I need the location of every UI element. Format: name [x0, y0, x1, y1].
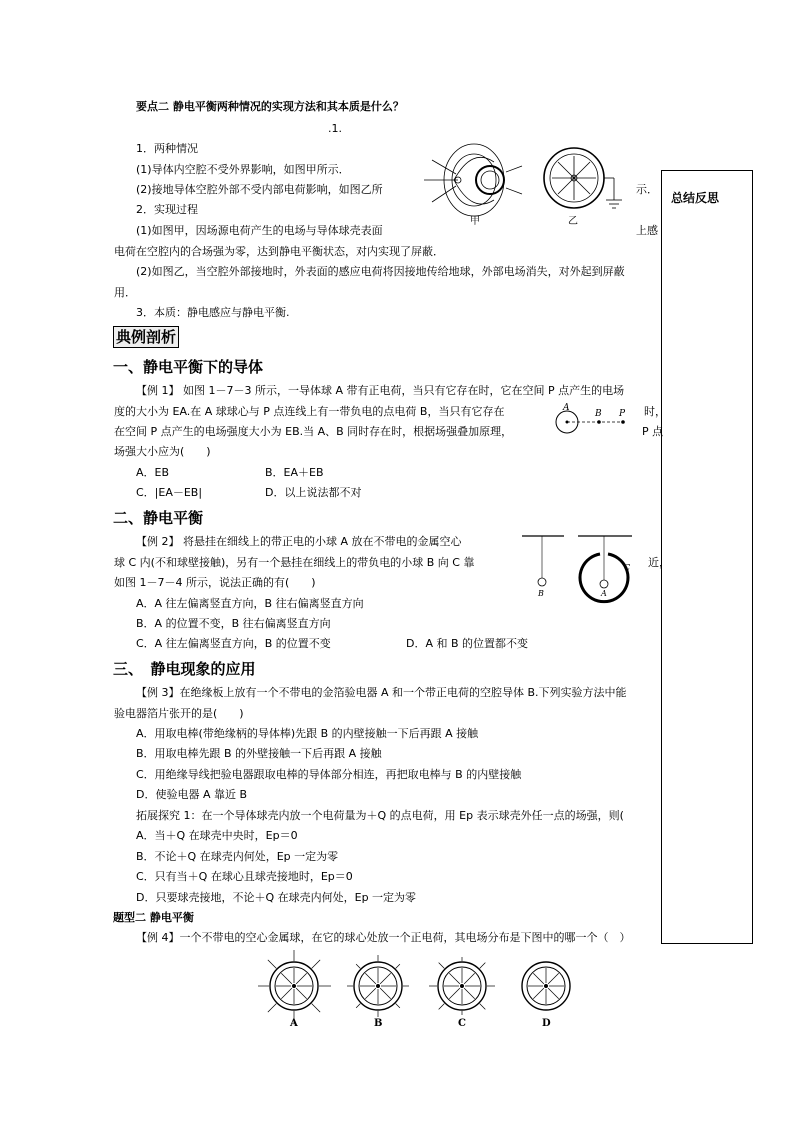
figure-yi-label: 乙: [568, 216, 578, 227]
field-diagram-c: [429, 957, 495, 1029]
s2-line-1: 【例 2】 将悬挂在细线上的带正电的小球 A 放在不带电的金属空心: [136, 535, 462, 548]
s3-line-10: C．只有当＋Q 在球心且球壳接地时，Ep＝0: [136, 870, 353, 883]
kp-line-6: 电荷在空腔内的合场强为零，达到静电平衡状态，对内实现了屏蔽．: [114, 245, 444, 258]
field-diagram-d: [522, 962, 570, 1029]
field-diagram-label-a: A: [290, 1018, 298, 1029]
field-diagram-label-d: D: [542, 1018, 551, 1029]
figure-jia: [424, 144, 522, 216]
s1-line-3: 在空间 P 点产生的电场强度大小为 EB.当 A、B 同时存在时，根据场强叠加原理，: [114, 425, 513, 438]
s1-option-c: C．|EA－EB|: [136, 486, 203, 499]
s1-line-2: 度的大小为 EA.在 A 球球心与 P 点连线上有一带负电的点电荷 B，当只有它存在: [114, 405, 505, 418]
figure-yi: [544, 148, 622, 208]
s2-heading: 二、静电平衡: [113, 509, 204, 527]
page-marker: .1.: [328, 122, 342, 135]
s1-line-4: 场强大小应为( ): [114, 445, 211, 458]
s2-line-2-tail: 近，: [648, 556, 670, 569]
s2-option-d: D．A 和 B 的位置都不变: [406, 637, 529, 650]
kp-line-1: 1．两种情况: [136, 142, 198, 155]
kp-line-4: 2．实现过程: [136, 203, 198, 216]
s2-line-3: 如图 1－7－4 所示，说法正确的有( ): [114, 576, 316, 589]
fig174-label-b: B: [538, 589, 544, 598]
field-diagram-a: [258, 950, 331, 1029]
section-title-box: 典例剖析: [113, 326, 179, 348]
s3-heading: 三、 静电现象的应用: [113, 660, 256, 678]
s1-line-2-tail: 时，: [644, 405, 666, 418]
field-diagram-label-b: B: [374, 1018, 383, 1029]
fig173-label-p: P: [619, 409, 626, 419]
s1-line-3-tail: P 点: [642, 425, 664, 438]
kp-line-5: (1)如图甲，因场源电荷产生的电场与导体球壳表面: [136, 224, 383, 237]
example4-figures: [258, 950, 578, 1030]
s3-line-3: A．用取电棒(带绝缘柄的导体棒)先跟 B 的内壁接触一下后再跟 A 接触: [136, 727, 479, 740]
s1-line-1: 【例 1】 如图 1－7－3 所示，一导体球 A 带有正电荷，当只有它存在时，它在空间 P 点产生的电场: [136, 384, 625, 397]
s3-line-6: D．使验电器 A 靠近 B: [136, 788, 248, 801]
s2-line-2: 球 C 内(不和球壁接触)，另有一个悬挂在细线上的带负电的小球 B 向 C 靠: [114, 556, 475, 569]
fig174-label-c: C: [624, 563, 631, 572]
kp-line-3: (2)接地导体空腔外部不受内部电荷影响，如图乙所: [136, 183, 383, 196]
figure-1-7-3: [545, 398, 635, 438]
s1-option-a: A．EB: [136, 466, 170, 479]
field-diagram-label-c: C: [458, 1018, 466, 1029]
keypoint-heading: 要点二 静电平衡两种情况的实现方法和其本质是什么？: [136, 100, 404, 113]
s4-heading: 题型二 静电平衡: [113, 911, 194, 924]
kp-line-8: 用．: [114, 286, 136, 299]
kp-line-9: 3．本质：静电感应与静电平衡.: [136, 306, 290, 319]
kp-line-7: (2)如图乙，当空腔外部接地时，外表面的感应电荷将因接地传给地球，外部电场消失，对外起到屏蔽: [136, 265, 625, 278]
s1-heading: 一、静电平衡下的导体: [113, 358, 264, 376]
s3-line-7: 拓展探究 1：在一个导体球壳内放一个电荷量为＋Q 的点电荷，用 Ep 表示球壳外任一点的场强，则(: [136, 809, 624, 822]
s3-line-4: B．用取电棒先跟 B 的外壁接触一下后再跟 A 接触: [136, 747, 382, 760]
kp-line-2: (1)导体内空腔不受外界影响，如图甲所示．: [136, 163, 350, 176]
s3-line-11: D．只要球壳接地，不论＋Q 在球壳内何处，Ep 一定为零: [136, 891, 417, 904]
s4-question: 【例 4】一个不带电的空心金属球，在它的球心处放一个正电荷，其电场分布是下图中的哪一个（ ）: [136, 931, 631, 944]
figure-jia-label: 甲: [470, 216, 480, 227]
summary-reflection-box: [661, 170, 753, 944]
fig173-label-b: B: [595, 409, 602, 419]
s3-line-1: 【例 3】在绝缘板上放有一个不带电的金箔验电器 A 和一个带正电荷的空腔导体 B.下列实验方法中能: [136, 686, 627, 699]
field-diagram-b: [347, 955, 409, 1029]
kp-line-5-tail: 上感: [636, 224, 658, 237]
s1-option-b: B．EA＋EB: [265, 466, 324, 479]
s2-option-a: A．A 往左偏离竖直方向，B 往右偏离竖直方向: [136, 597, 364, 610]
s3-line-2: 验电器箔片张开的是( ): [114, 707, 244, 720]
figure-jia-yi: [422, 142, 640, 232]
s3-line-8: A．当＋Q 在球壳中央时，Ep＝0: [136, 829, 298, 842]
s2-option-b: B．A 的位置不变，B 往右偏离竖直方向: [136, 617, 331, 630]
figure-1-7-4: [520, 532, 636, 614]
s3-line-9: B．不论＋Q 在球壳内何处，Ep 一定为零: [136, 850, 339, 863]
s3-line-5: C．用绝缘导线把验电器跟取电棒的导体部分相连，再把取电棒与 B 的内壁接触: [136, 768, 522, 781]
fig174-label-a: A: [601, 589, 607, 598]
s1-option-d: D．以上说法都不对: [265, 486, 362, 499]
s2-option-c: C．A 往左偏离竖直方向，B 的位置不变: [136, 637, 331, 650]
kp-line-3-tail: 示．: [636, 183, 658, 196]
summary-reflection-title: 总结反思: [671, 191, 720, 205]
fig173-label-a: A: [563, 403, 570, 413]
